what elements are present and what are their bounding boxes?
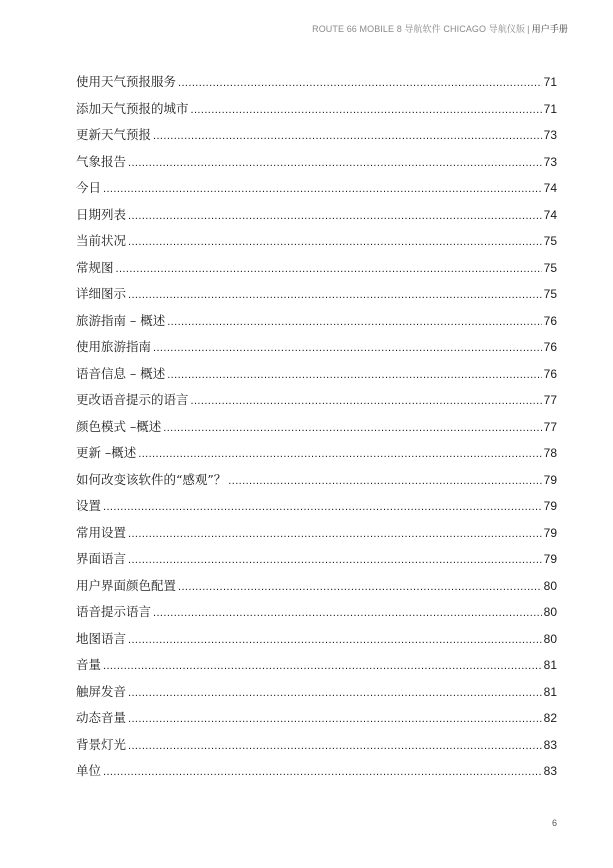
toc-entry-page: 75 (543, 287, 557, 301)
toc-entry[interactable] (76, 443, 557, 470)
toc-dot-leader (103, 656, 542, 676)
toc-entry[interactable] (76, 602, 557, 629)
toc-dot-leader (138, 444, 541, 464)
toc-dot-leader (228, 471, 541, 491)
toc-entry-title: 当前状况 (76, 233, 127, 248)
toc-entry[interactable] (76, 152, 557, 179)
toc-entry[interactable] (76, 390, 557, 417)
toc-entry-title: 常规图 (76, 259, 114, 275)
toc-entry-title: 语音信息 – 概述 (76, 365, 166, 381)
running-header (312, 22, 568, 35)
toc-entry-title: 更新天气预报 (76, 127, 152, 142)
toc-entry[interactable] (76, 655, 557, 682)
toc-entry[interactable] (76, 231, 557, 258)
toc-dot-leader (167, 312, 541, 332)
toc-entry-title: 详细图示 (76, 286, 127, 301)
toc-entry[interactable] (76, 708, 557, 735)
toc-entry-page: 83 (543, 764, 557, 778)
toc-entry[interactable] (76, 761, 557, 788)
toc-entry-title: 地图语言 (76, 630, 127, 646)
toc-entry-title: 动态音量 (76, 710, 127, 725)
header-product: ROUTE 66 MOBILE 8 导航软件 CHICAGO 导航仪版 (312, 24, 526, 34)
toc-entry-page: 76 (543, 340, 557, 354)
toc-dot-leader (103, 762, 542, 782)
toc-entry-title: 常用设置 (76, 524, 127, 540)
toc-entry[interactable] (76, 72, 557, 99)
toc-entry-page: 77 (543, 419, 557, 434)
toc-entry[interactable] (76, 284, 557, 311)
toc-entry[interactable] (76, 178, 557, 205)
toc-entry-page: 74 (543, 207, 557, 222)
toc-entry-title: 音量 (76, 657, 102, 672)
toc-entry-page: 71 (543, 101, 557, 116)
toc-entry-page: 80 (543, 631, 557, 646)
toc-entry-title: 设置 (76, 498, 102, 513)
toc-entry-title: 更新 –概述 (76, 445, 137, 460)
toc-entry-page: 71 (543, 75, 557, 89)
toc-dot-leader (163, 418, 541, 438)
toc-entry-page: 74 (543, 181, 557, 195)
page-number: 6 (551, 818, 557, 828)
toc-entry[interactable] (76, 205, 557, 232)
toc-entry-page: 76 (543, 313, 557, 328)
toc-entry[interactable] (76, 682, 557, 709)
toc-entry-title: 气象报告 (76, 153, 127, 169)
toc-dot-leader (178, 73, 542, 93)
toc-entry-page: 78 (543, 446, 557, 460)
toc-dot-leader (116, 259, 542, 279)
toc-dot-leader (103, 497, 542, 517)
toc-entry-page: 76 (543, 366, 557, 381)
toc-entry-page: 77 (543, 393, 557, 407)
toc-dot-leader (191, 100, 542, 120)
toc-entry-title: 界面语言 (76, 551, 127, 566)
toc-entry[interactable] (76, 125, 557, 152)
toc-entry-page: 83 (543, 737, 557, 752)
toc-entry-title: 使用旅游指南 (76, 339, 152, 354)
toc-entry-page: 73 (543, 128, 557, 142)
toc-entry-page: 79 (543, 525, 557, 540)
toc-dot-leader (167, 365, 541, 385)
toc-entry-page: 73 (543, 154, 557, 169)
toc-entry-page: 80 (543, 605, 557, 619)
toc-entry-page: 79 (543, 472, 557, 487)
toc-entry[interactable] (76, 99, 557, 126)
toc-dot-leader (128, 285, 542, 305)
toc-entry-page: 75 (543, 234, 557, 248)
toc-dot-leader (191, 391, 542, 411)
toc-entry-page: 80 (543, 578, 557, 593)
toc-dot-leader (128, 206, 542, 226)
toc-entry[interactable] (76, 496, 557, 523)
toc-dot-leader (128, 630, 542, 650)
toc-entry[interactable] (76, 629, 557, 656)
toc-dot-leader (128, 709, 542, 729)
toc-entry[interactable] (76, 735, 557, 762)
table-of-contents (76, 72, 557, 788)
toc-entry-page: 79 (543, 499, 557, 513)
toc-dot-leader (128, 683, 542, 703)
toc-entry-title: 日期列表 (76, 206, 127, 222)
toc-dot-leader (128, 232, 542, 252)
toc-entry-title: 今日 (76, 180, 102, 195)
toc-entry[interactable] (76, 576, 557, 603)
toc-entry[interactable] (76, 258, 557, 285)
toc-dot-leader (153, 126, 542, 146)
toc-entry-title: 用户界面颜色配置 (76, 577, 177, 593)
toc-dot-leader (128, 153, 542, 173)
toc-entry[interactable] (76, 417, 557, 444)
toc-dot-leader (128, 736, 542, 756)
toc-dot-leader (128, 550, 542, 570)
toc-entry[interactable] (76, 549, 557, 576)
toc-entry[interactable] (76, 337, 557, 364)
toc-entry-page: 82 (543, 711, 557, 725)
toc-entry-page: 79 (543, 552, 557, 566)
header-separator: | (527, 24, 530, 34)
toc-entry[interactable] (76, 364, 557, 391)
toc-entry-title: 背景灯光 (76, 736, 127, 752)
toc-entry-title: 更改语音提示的语言 (76, 392, 189, 407)
toc-entry-title: 如何改变该软件的“感观”？ (76, 471, 227, 487)
toc-entry-title: 触屏发音 (76, 683, 127, 699)
header-manual-title: 用户手册 (531, 24, 568, 34)
toc-entry-title: 颜色模式 –概述 (76, 418, 162, 434)
toc-entry-page: 81 (543, 658, 557, 672)
toc-entry-title: 语音提示语言 (76, 604, 152, 619)
toc-dot-leader (103, 179, 542, 199)
toc-entry-title: 添加天气预报的城市 (76, 100, 189, 116)
toc-dot-leader (153, 603, 542, 623)
toc-entry[interactable] (76, 523, 557, 550)
toc-entry-title: 使用天气预报服务 (76, 74, 177, 89)
toc-dot-leader (128, 524, 542, 544)
toc-entry-page: 75 (543, 260, 557, 275)
toc-entry-title: 单位 (76, 763, 102, 778)
toc-dot-leader (153, 338, 542, 358)
toc-entry-title: 旅游指南 – 概述 (76, 312, 166, 328)
toc-entry-page: 81 (543, 684, 557, 699)
toc-entry[interactable] (76, 311, 557, 338)
toc-dot-leader (178, 577, 542, 597)
toc-entry[interactable] (76, 470, 557, 497)
